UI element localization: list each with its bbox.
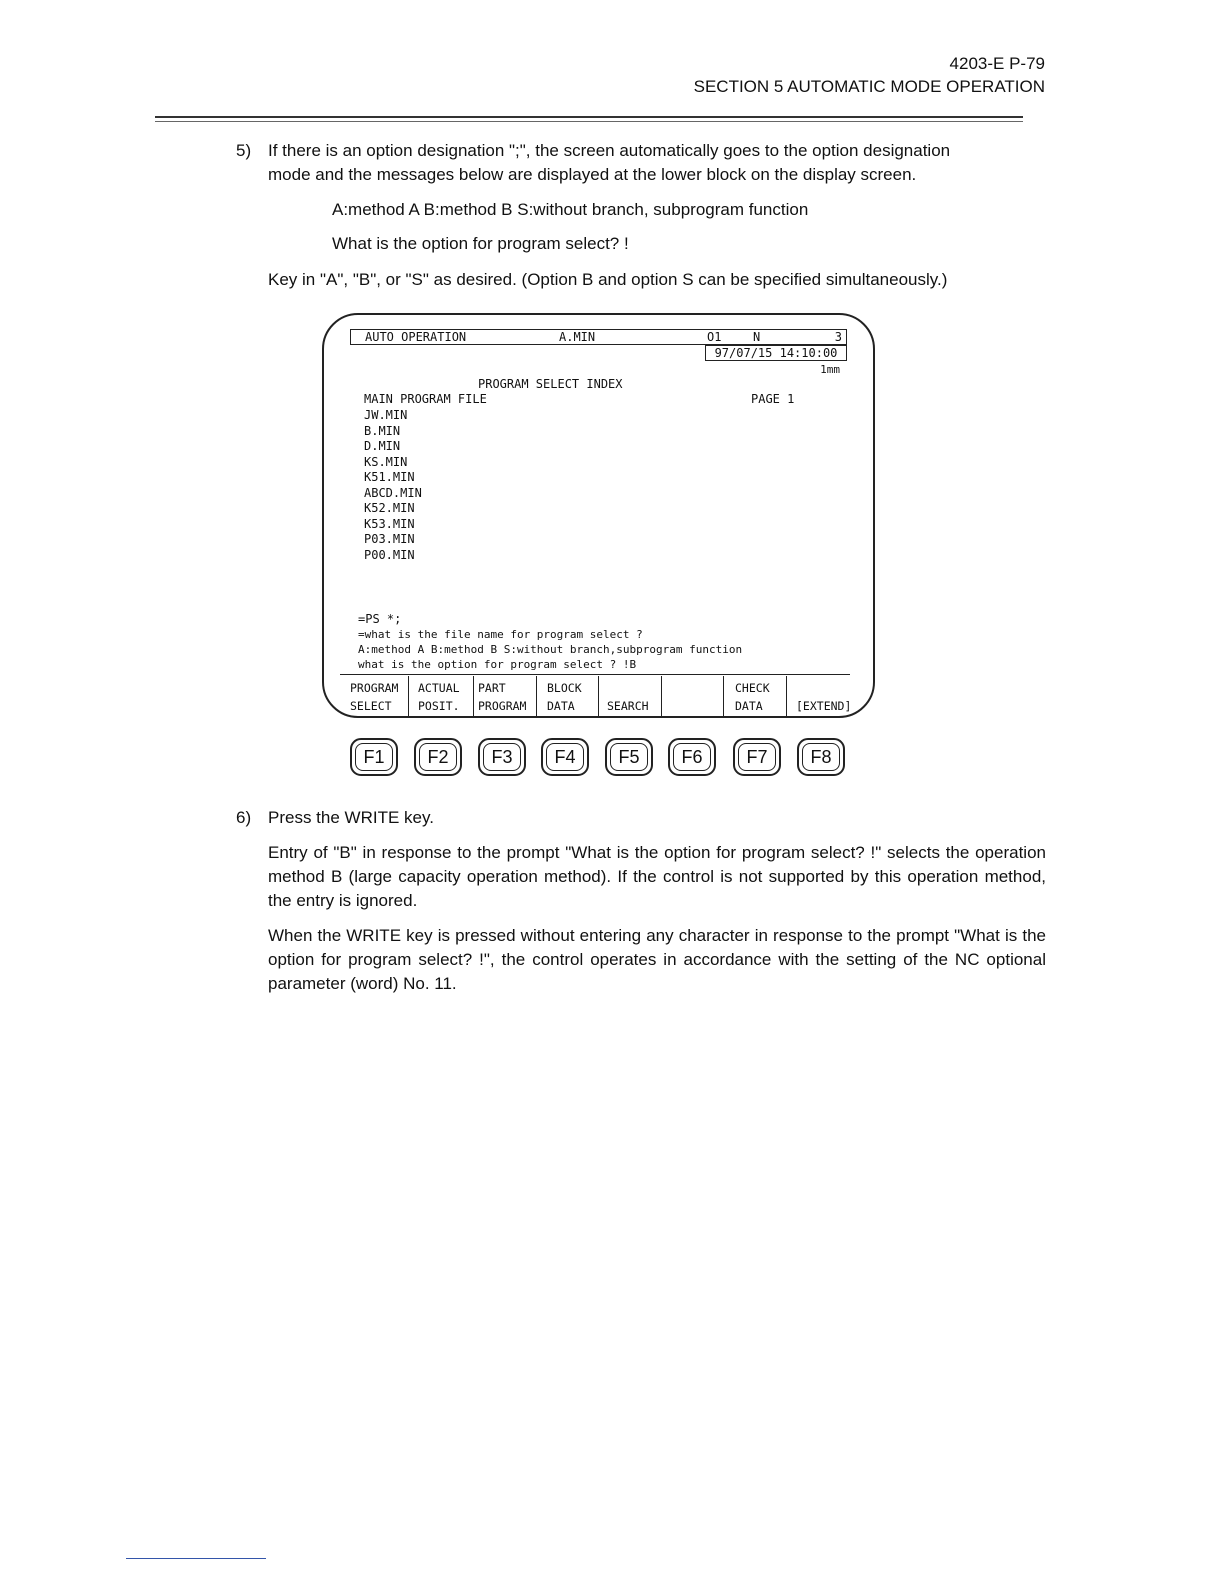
f3-key-label: F3 [491,747,513,767]
program-file-item[interactable]: ABCD.MIN [364,485,422,500]
softkey-line: SEARCH [607,699,649,713]
softkey-line: DATA [547,699,575,713]
step5-line1: If there is an option designation ";", the screen automatically goes to the option designation [268,141,951,160]
step5-instruction: Key in "A", "B", or "S" as desired. (Option B and option S can be specified simultaneously.) [268,270,948,289]
screen-n-field: N [753,330,761,344]
step6-number: 6) [236,808,252,827]
screen-title-bar [350,329,847,345]
f8-key-label: F8 [810,747,832,767]
softkey-check-data[interactable] [735,679,787,715]
program-file-item[interactable]: B.MIN [364,423,401,438]
page-label: PAGE 1 [751,392,795,406]
softkey-line: DATA [735,699,763,713]
softkey-separator [536,676,537,716]
screen-n-value: 3 [834,330,842,344]
softkey-line [607,679,661,697]
softkey-line: SELECT [350,699,392,713]
f5-key[interactable] [605,738,653,776]
step6-paragraph1: Entry of "B" in response to the prompt "What is the option for program select? !" selects the operation method B (large capacity operation method). If the control is not supported by this operation method, the entry is ignored. [268,843,1046,910]
screen-unit: 1mm [820,363,840,376]
screen-file: A.MIN [559,330,596,344]
program-file-item[interactable]: P00.MIN [364,547,415,562]
page-id: 4203-E P-79 [949,54,1045,73]
f2-key[interactable] [414,738,462,776]
softkey-line [666,697,722,715]
screen-datetime: 97/07/15 14:10:00 [705,345,847,361]
softkey-program-select[interactable] [350,679,408,715]
program-file-item[interactable]: K52.MIN [364,501,415,515]
softkey-separator [661,676,662,716]
f6-key-label: F6 [681,747,703,767]
softkey-separator [408,676,409,716]
softkey-line: PROGRAM [478,699,527,713]
f7-key[interactable] [733,738,781,776]
step5-message2: What is the option for program select? ! [332,234,629,253]
program-file-item[interactable]: JW.MIN [364,408,408,422]
f2-key-label: F2 [427,747,449,767]
header-rule-thin [155,121,1023,122]
softkey-line: CHECK [735,681,770,695]
softkey-line [666,679,722,697]
step5-number: 5) [236,141,252,160]
f1-key[interactable] [350,738,398,776]
softkey-blank[interactable] [666,679,722,715]
softkey-line: [EXTEND] [796,699,852,713]
program-file-item[interactable]: KS.MIN [364,454,408,469]
screen-mode: AUTO OPERATION [365,330,467,344]
f8-key[interactable] [797,738,845,776]
program-file-item[interactable]: K51.MIN [364,470,415,484]
softkey-separator [723,676,724,716]
footer-rule [126,1558,266,1559]
softkey-block-data[interactable] [547,679,599,715]
f6-key[interactable] [668,738,716,776]
section-title: SECTION 5 AUTOMATIC MODE OPERATION [693,77,1045,96]
softkey-line [796,679,856,697]
console-line: =PS *; [358,612,402,626]
f7-key-label: F7 [746,747,768,767]
softkey-divider [340,674,850,675]
program-file-item[interactable]: P03.MIN [364,532,415,546]
step5-message1: A:method A B:method B S:without branch, subprogram function [332,200,809,219]
program-file-item[interactable]: K53.MIN [364,516,415,531]
f1-key-label: F1 [363,747,385,767]
step5-line2: mode and the messages below are displayed at the lower block on the display screen. [268,165,917,184]
console-prompt-input[interactable]: what is the option for program select ? !B [358,658,637,671]
softkey-extend[interactable] [796,679,856,715]
console-line: A:method A B:method B S:without branch,subprogram function [358,643,743,656]
softkey-line: PROGRAM [350,681,399,695]
softkey-line: POSIT. [418,699,460,713]
header-rule [155,116,1023,118]
softkey-search[interactable] [607,679,661,715]
program-file-list [364,408,422,563]
step6-title: Press the WRITE key. [268,808,434,827]
screen-o-field: O1 [707,330,722,344]
f5-key-label: F5 [618,747,640,767]
main-program-file-header: MAIN PROGRAM FILE [364,392,487,406]
program-file-item[interactable]: D.MIN [364,439,401,453]
softkey-line: ACTUAL [418,681,460,695]
console-line: =what is the file name for program select ? [358,628,643,641]
f4-key[interactable] [541,738,589,776]
softkey-line: BLOCK [547,681,582,695]
program-select-index-title: PROGRAM SELECT INDEX [478,377,623,391]
step6-paragraph2: When the WRITE key is pressed without entering any character in response to the prompt "What is the option for program select? !", the control operates in accordance with the setting of the NC optional parameter (word) No. 11. [268,926,1046,993]
softkey-line: PART [478,681,506,695]
f4-key-label: F4 [554,747,576,767]
softkey-part-program[interactable] [478,679,536,715]
f3-key[interactable] [478,738,526,776]
softkey-actual-posit[interactable] [418,679,474,715]
